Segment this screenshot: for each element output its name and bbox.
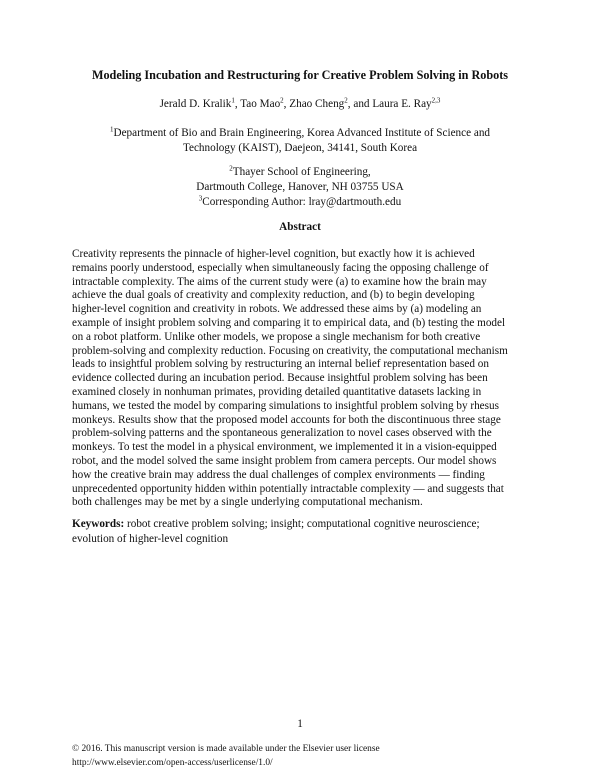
abstract-line: on a robot platform. Unlike other models, we propose a single mechanism for both creative — [72, 330, 481, 343]
abstract-line: leads to insightful problem solving by restructuring an internal belief representation based on — [72, 358, 489, 371]
abstract-line: problem-solving patterns and the spontaneous generalization to novel cases observed with the — [72, 427, 492, 440]
affiliation-line: Dartmouth College, Hanover, NH 03755 USA — [196, 181, 404, 193]
abstract-line: monkeys. To test the model in a physical environment, we implemented it in a vision-equipped — [72, 441, 497, 454]
author-separator: , — [234, 98, 241, 110]
abstract-line: remains poorly understood, especially when simultaneously facing the opposing challenge of — [72, 261, 489, 274]
corresponding-author — [0, 195, 600, 210]
abstract-line: problem-solving and complexity reduction. Focusing on creativity, the computational mechanism — [72, 344, 508, 357]
abstract-line: monkeys. Results show that the proposed model accounts for both the discontinuous three stage — [72, 413, 501, 426]
abstract-line: humans, we tested the model by comparing simulations to insightful problem solving by rhesus — [72, 399, 499, 412]
abstract-line: achieve the dual goals of creativity and complexity reduction, and (b) to begin developing — [72, 289, 475, 302]
author-separator: , — [283, 98, 290, 110]
author-name: Laura E. Ray — [372, 98, 432, 110]
affiliation-kaist — [0, 126, 600, 156]
affiliation-line: Technology (KAIST), Daejeon, 34141, South Korea — [182, 142, 418, 154]
abstract-line: examined closely in nonhuman primates, providing detailed quantitative datasets lacking in — [72, 385, 482, 398]
abstract-line: unprecedented opportunity hidden within potentially intractable complexity — and suggests that — [72, 482, 504, 495]
author-name: Zhao Cheng — [289, 98, 345, 110]
affiliation-line — [0, 126, 600, 141]
author-list — [0, 98, 600, 110]
affiliation-line — [0, 165, 600, 180]
abstract-line: both challenges may be met by a single underlying computational mechanism. — [72, 496, 423, 509]
affiliation-mark: 3 — [198, 194, 203, 203]
author-affiliation-mark: 2,3 — [431, 96, 441, 105]
license-link[interactable]: http://www.elsevier.com/open-access/userlicense/1.0/ — [72, 758, 273, 768]
keywords-label: Keywords: — [72, 518, 125, 530]
author-name: Jerald D. Kralik — [159, 98, 232, 110]
author-affiliation-mark: 2 — [344, 96, 348, 105]
author-affiliation-mark: 1 — [231, 96, 235, 105]
corresponding-author-text: Corresponding Author: lray@dartmouth.edu — [202, 196, 402, 208]
affiliation-text: Department of Bio and Brain Engineering, Korea Advanced Institute of Science and — [113, 127, 491, 139]
affiliation-text: Thayer School of Engineering, — [232, 166, 371, 178]
page-number: 1 — [297, 718, 303, 730]
affiliation-dartmouth — [0, 165, 600, 210]
abstract-line: example of insight problem solving and comparing it to empirical data, and (b) testing the model — [72, 316, 506, 329]
affiliation-mark: 2 — [229, 164, 233, 173]
abstract-heading: Abstract — [279, 221, 321, 233]
paper-title: Modeling Incubation and Restructuring for Creative Problem Solving in Robots — [91, 68, 509, 82]
abstract-line: robot, and the model solved the same insight problem from camera percepts. Our model shows — [72, 454, 497, 467]
keywords — [72, 517, 532, 546]
abstract-line: intractable complexity. The aims of the current study were (a) to examine how the brain may — [72, 275, 487, 288]
license-notice: © 2016. This manuscript version is made available under the Elsevier user license — [72, 744, 380, 754]
author-name: Tao Mao — [240, 98, 281, 110]
author-separator: , and — [347, 98, 373, 110]
abstract-line: higher-level cognition and creativity in robots. We addressed these aims by (a) modeling an — [72, 303, 482, 316]
affiliation-mark: 1 — [109, 125, 114, 134]
abstract-body — [72, 248, 532, 510]
keywords-text: robot creative problem solving; insight; computational cognitive neuroscience; — [124, 518, 480, 530]
keywords-line — [72, 517, 532, 532]
abstract-line: evidence collected during an incubation period. Because insightful problem solving has been — [72, 372, 488, 385]
keywords-line: evolution of higher-level cognition — [72, 532, 229, 545]
abstract-line: Creativity represents the pinnacle of higher-level cognition, but exactly how it is achieved — [72, 248, 475, 260]
abstract-line: how the creative brain may address the dual challenges of complex environments — finding — [72, 468, 485, 481]
license-footer — [72, 742, 380, 770]
author-affiliation-mark: 2 — [280, 96, 284, 105]
